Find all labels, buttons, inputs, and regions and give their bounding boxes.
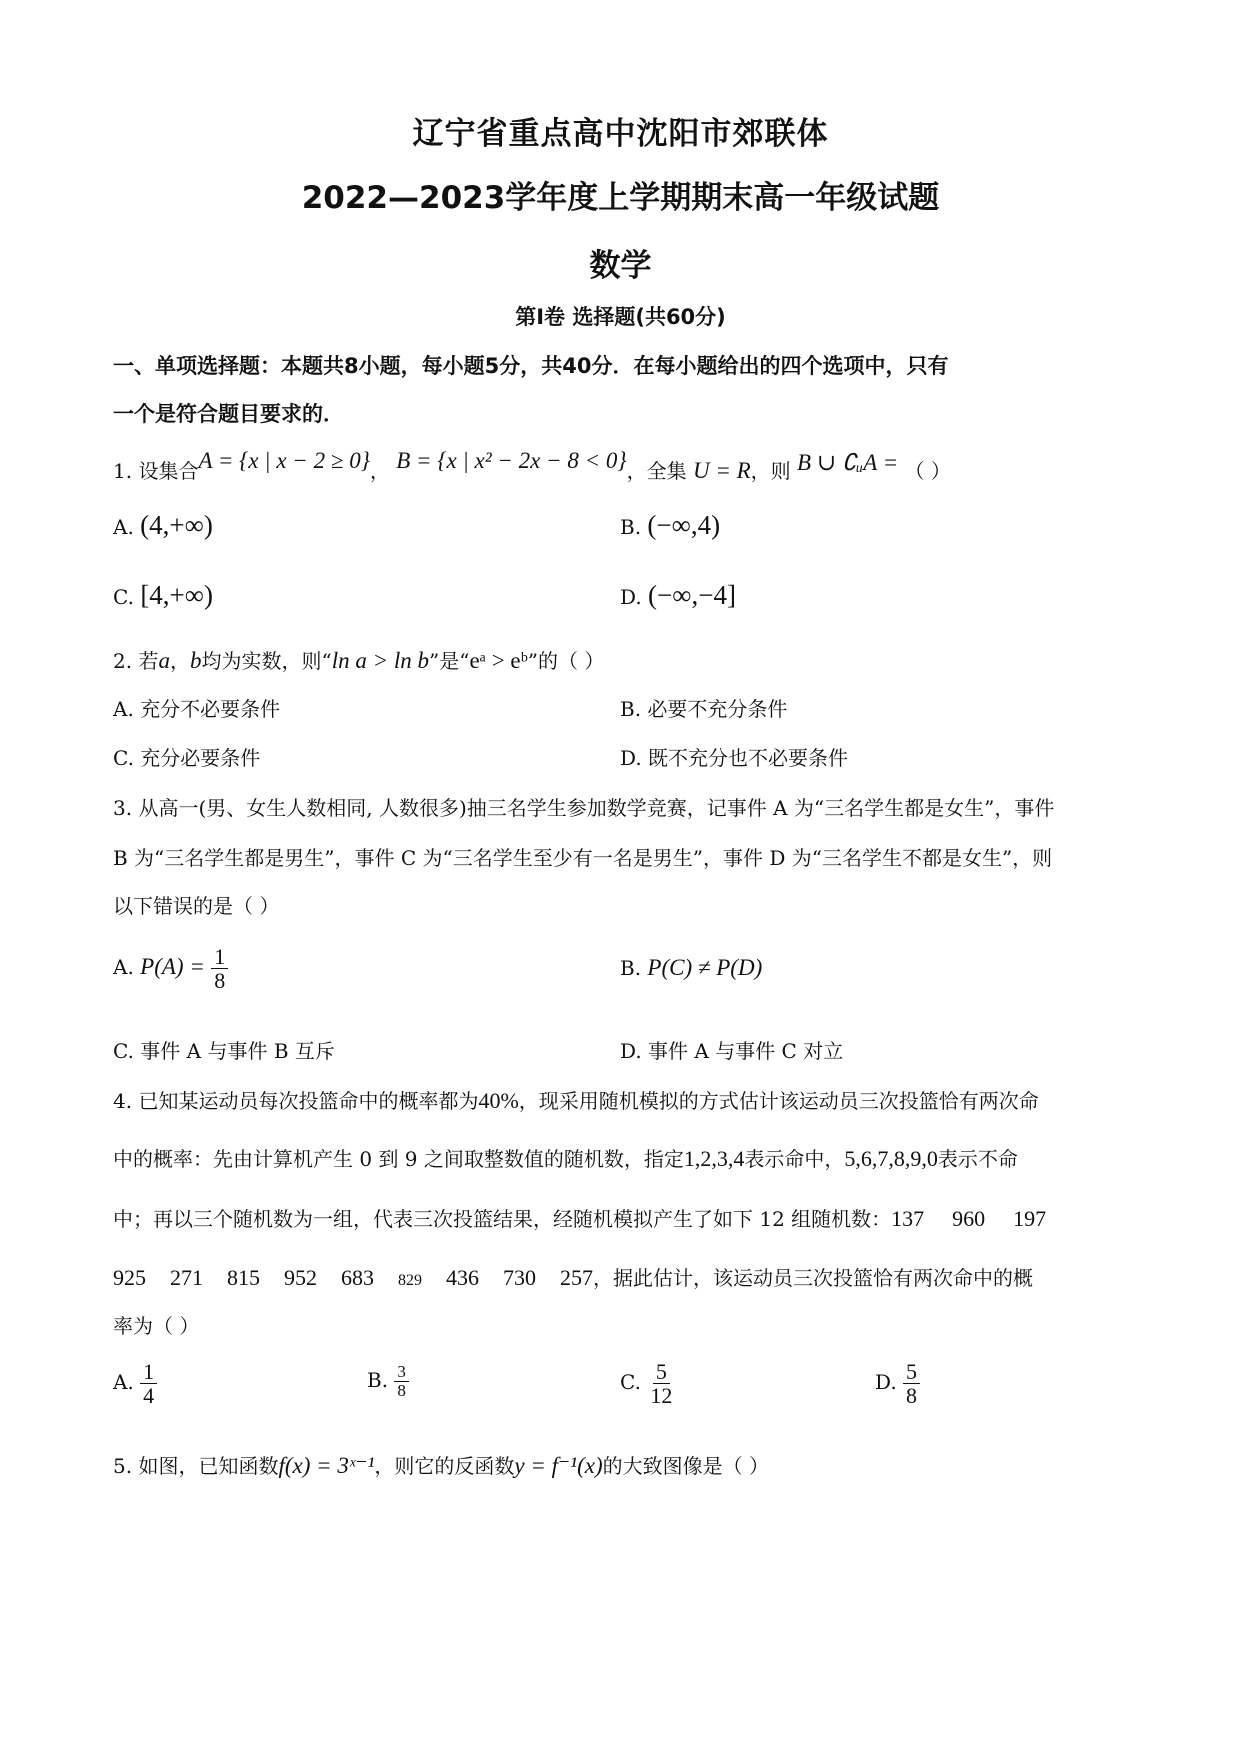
- q4-random-group: 683: [341, 1265, 374, 1290]
- q4-random-group: 271: [170, 1265, 203, 1290]
- q2-var-a: a: [158, 648, 170, 673]
- q1-prefix: 1. 设集合: [113, 459, 199, 483]
- option-label: D.: [620, 585, 642, 609]
- option-value: (4,+∞): [140, 510, 213, 540]
- q4-random-group: 197: [1013, 1206, 1047, 1231]
- q4-miss-digits: 5,6,7,8,9,0: [844, 1146, 938, 1171]
- q2-comma: ，: [169, 649, 190, 673]
- denominator: 4: [143, 1383, 155, 1409]
- exam-title-line1: 辽宁省重点高中沈阳市郊联体: [412, 116, 829, 152]
- q1-option-b: [620, 510, 720, 541]
- q1-sep: ，: [369, 459, 390, 483]
- question-4-line4: [113, 1262, 1133, 1291]
- option-label: A.: [113, 955, 134, 980]
- q2-option-a: A. 充分不必要条件: [113, 697, 281, 721]
- q2-mid: 均为实数，则“: [201, 649, 332, 673]
- question-4-line3: [113, 1203, 1133, 1232]
- q3-option-a: [113, 945, 228, 992]
- q1-answer-paren: （ ）: [904, 459, 951, 483]
- q3-a-lhs: P(A) =: [140, 954, 205, 980]
- option-label: A.: [113, 515, 134, 539]
- q4-line2-mid: 表示命中，: [744, 1147, 845, 1171]
- exam-title-line2: 2022—2023学年度上学期期末高一年级试题: [301, 180, 940, 216]
- q1-set-a: A = {x | x − 2 ≥ 0}: [198, 448, 370, 473]
- q4-line4-post: ，据此估计，该运动员三次投篮恰有两次命中的概: [593, 1266, 1033, 1290]
- denominator: 12: [650, 1383, 673, 1409]
- q4-random-group: 952: [284, 1265, 317, 1290]
- q4-random-group: 730: [503, 1265, 536, 1290]
- q1-option-d: [620, 580, 736, 611]
- numerator: 5: [903, 1360, 920, 1384]
- q1-expression: B ∪ ∁ᵤA =: [797, 450, 899, 475]
- q1-universe-prefix: ，全集: [626, 459, 687, 483]
- q4-random-group: 257: [560, 1265, 593, 1290]
- q1-option-a: [113, 510, 213, 541]
- question-2-stem: [113, 645, 1133, 674]
- denominator: 8: [214, 968, 226, 994]
- q4-b-fraction: [394, 1363, 409, 1400]
- option-label: B.: [620, 515, 642, 539]
- q4-option-b: [367, 1363, 409, 1400]
- q4-random-group: 829: [398, 1272, 422, 1289]
- q3-option-c: C. 事件 A 与事件 B 互斥: [113, 1039, 335, 1063]
- q1-option-c: [113, 580, 213, 611]
- numerator: 5: [653, 1360, 670, 1384]
- q4-line2-pre: 中的概率：先由计算机产生 0 到 9 之间取整数值的随机数，指定: [113, 1147, 684, 1171]
- q4-line3-text: 中；再以三个随机数为一组，代表三次投篮结果，经随机模拟产生了如下 12 组随机数：: [113, 1207, 892, 1231]
- option-value: [4,+∞): [140, 580, 214, 610]
- q3-b-expr: P(C) ≠ P(D): [647, 955, 763, 980]
- numerator: 3: [394, 1363, 409, 1382]
- question-1-stem: [113, 448, 1133, 484]
- q4-line1-pre: 4. 已知某运动员每次投篮命中的概率都为: [113, 1089, 479, 1113]
- q2-option-d: D. 既不充分也不必要条件: [620, 746, 849, 770]
- option-value: (−∞,4): [647, 510, 721, 540]
- question-3-line3: 以下错误的是（ ）: [113, 894, 280, 918]
- q4-random-group: 960: [952, 1206, 986, 1231]
- q4-option-a: [113, 1360, 157, 1407]
- question-4-line2: [113, 1143, 1133, 1172]
- option-label: D.: [875, 1370, 897, 1395]
- q4-random-group: 436: [446, 1265, 479, 1290]
- option-label: C.: [620, 1370, 641, 1395]
- numerator: 1: [211, 945, 228, 969]
- q2-condition-exp: eᵃ > eᵇ: [469, 648, 528, 673]
- numerator: 1: [140, 1360, 157, 1384]
- option-label: C.: [113, 585, 134, 609]
- q3-option-b: [620, 955, 762, 981]
- q2-option-c: C. 充分必要条件: [113, 746, 261, 770]
- question-3-line1: 3. 从高一(男、女生人数相同, 人数很多)抽三名学生参加数学竞赛，记事件 A 为“三名学生都是女生”，事件: [113, 796, 1055, 820]
- q2-option-b: B. 必要不充分条件: [620, 697, 788, 721]
- q4-random-group: 137: [891, 1206, 925, 1231]
- q4-d-fraction: [903, 1360, 920, 1407]
- q3-option-d: D. 事件 A 与事件 C 对立: [620, 1039, 844, 1063]
- q5-prefix: 5. 如图，已知函数: [113, 1454, 279, 1478]
- q4-probability: 40%: [478, 1088, 519, 1113]
- q2-prefix: 2. 若: [113, 649, 159, 673]
- q1-universe: U = R: [692, 458, 751, 483]
- q4-line1-post: ，现采用随机模拟的方式估计该运动员三次投篮恰有两次命: [518, 1089, 1039, 1113]
- option-label: A.: [113, 1370, 134, 1395]
- q5-inverse-function: y = f⁻¹(x): [514, 1453, 603, 1478]
- q4-a-fraction: [140, 1360, 157, 1407]
- q5-mid: ，则它的反函数: [374, 1454, 515, 1478]
- q1-set-b: B = {x | x² − 2x − 8 < 0}: [396, 448, 627, 473]
- option-value: (−∞,−4]: [648, 580, 736, 610]
- question-5-stem: [113, 1450, 1133, 1479]
- q5-post: 的大致图像是（ ）: [602, 1454, 769, 1478]
- q2-condition-ln: ln a > ln b: [331, 648, 429, 673]
- q4-random-group: 925: [113, 1265, 146, 1290]
- q2-end: ”的（ ）: [527, 649, 605, 673]
- q4-random-group: 815: [227, 1265, 260, 1290]
- q1-then: ，则: [750, 459, 791, 483]
- section1-instruction-line1: 一、单项选择题：本题共8小题，每小题5分，共40分．在每小题给出的四个选项中，只有: [113, 354, 949, 378]
- q3-a-fraction: [211, 945, 228, 992]
- part-title: 第Ⅰ卷 选择题(共60分): [515, 305, 726, 329]
- q4-option-d: [875, 1360, 920, 1407]
- q2-var-b: b: [189, 648, 202, 673]
- question-3-line2: B 为“三名学生都是男生”，事件 C 为“三名学生至少有一名是男生”，事件 D 为“三名学生不都是女生”，则: [113, 846, 1053, 870]
- q4-option-c: [620, 1360, 675, 1407]
- question-4-line1: [113, 1085, 1133, 1114]
- option-label: B.: [367, 1367, 389, 1392]
- subject-title: 数学: [589, 248, 652, 284]
- option-label: B.: [620, 956, 642, 980]
- q2-is: ”是“: [429, 649, 470, 673]
- q5-function: f(x) = 3ˣ⁻¹: [278, 1453, 375, 1478]
- question-4-line5: 率为（ ）: [113, 1314, 200, 1338]
- q4-line2-post: 表示不命: [937, 1147, 1018, 1171]
- q4-hit-digits: 1,2,3,4: [683, 1146, 745, 1171]
- denominator: 8: [397, 1380, 406, 1400]
- section1-instruction-line2: 一个是符合题目要求的．: [113, 402, 344, 426]
- q4-c-fraction: [647, 1360, 675, 1407]
- denominator: 8: [906, 1383, 918, 1409]
